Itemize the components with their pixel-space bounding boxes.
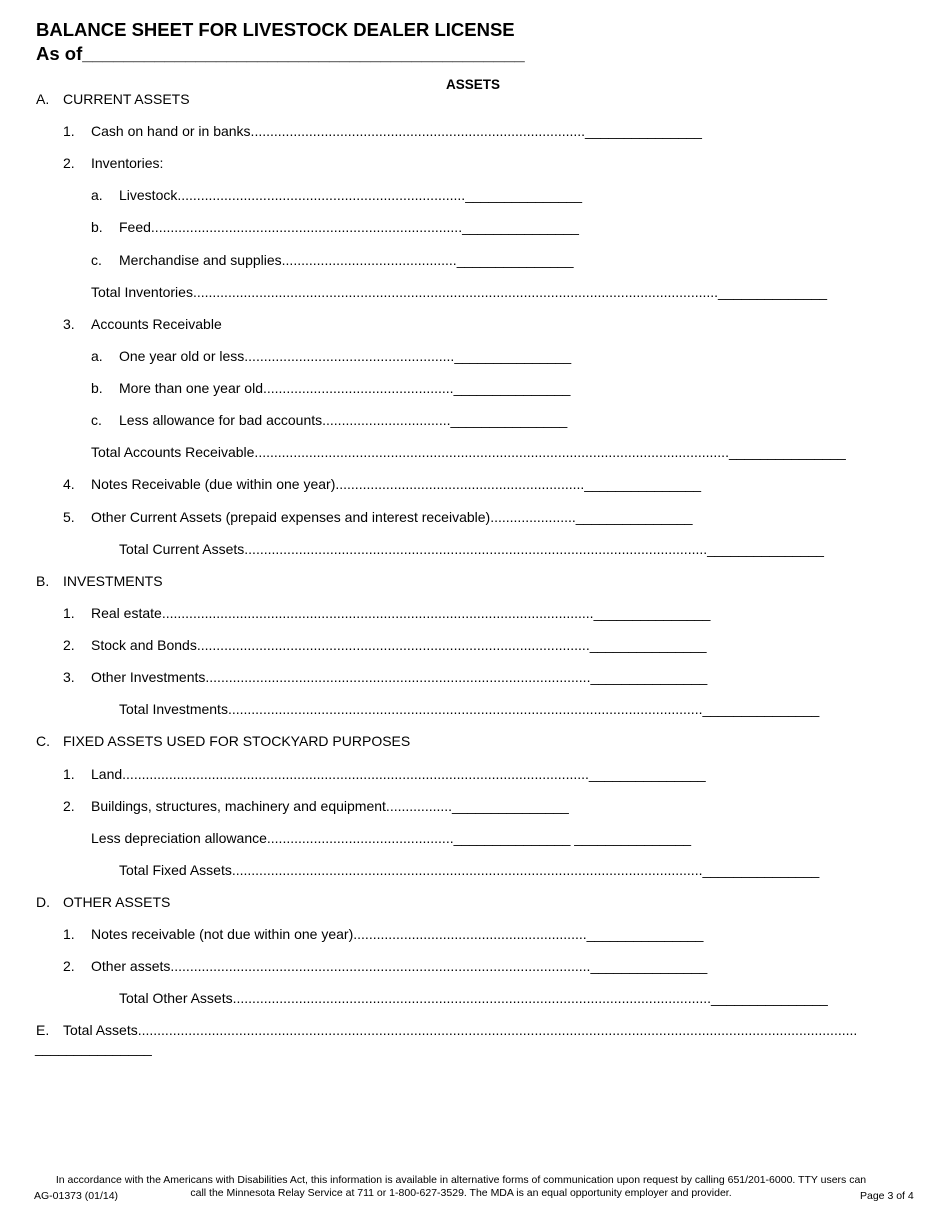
page-title: BALANCE SHEET FOR LIVESTOCK DEALER LICENSE bbox=[36, 19, 515, 40]
section-title-other-assets: OTHER ASSETS bbox=[63, 894, 171, 910]
assets-heading: ASSETS bbox=[446, 77, 501, 92]
item-letter: b. bbox=[91, 219, 103, 235]
section-letter-d: D. bbox=[36, 894, 50, 910]
item-number: 1. bbox=[63, 926, 75, 942]
item-number: 2. bbox=[63, 155, 75, 171]
item-number: 1. bbox=[63, 123, 75, 139]
line-land[interactable]: Land........................................................................................................................_______________ bbox=[91, 766, 706, 782]
line-livestock[interactable]: Livestock.........................................................................._______________ bbox=[119, 187, 582, 203]
ada-notice-line-2: call the Minnesota Relay Service at 711 or 1-800-627-3529. The MDA is an equal opportunity employer and provider. bbox=[190, 1187, 732, 1199]
section-letter-a: A. bbox=[36, 91, 50, 107]
page-number: Page 3 of 4 bbox=[860, 1190, 914, 1202]
item-letter: a. bbox=[91, 348, 103, 364]
item-number: 2. bbox=[63, 798, 75, 814]
item-letter: a. bbox=[91, 187, 103, 203]
line-total-assets[interactable]: Total Assets......................................................................................................................................................................................... bbox=[63, 1022, 858, 1038]
item-letter: c. bbox=[91, 252, 102, 268]
line-real-estate[interactable]: Real estate..............................................................................................................._______________ bbox=[91, 605, 711, 621]
line-buildings-equipment[interactable]: Buildings, structures, machinery and equipment................._______________ bbox=[91, 798, 569, 814]
section-title-current-assets: CURRENT ASSETS bbox=[63, 91, 190, 107]
label-accounts-receivable: Accounts Receivable bbox=[91, 316, 222, 332]
item-letter: c. bbox=[91, 412, 102, 428]
item-number: 3. bbox=[63, 316, 75, 332]
item-letter: b. bbox=[91, 380, 103, 396]
total-assets-blank[interactable]: _______________ bbox=[35, 1040, 152, 1056]
line-total-investments[interactable]: Total Investments.........................................................................................................................._______________ bbox=[119, 701, 820, 717]
line-other-current-assets[interactable]: Other Current Assets (prepaid expenses and interest receivable)......................_______________ bbox=[91, 509, 693, 525]
line-notes-receivable[interactable]: Notes Receivable (due within one year)................................................................_______________ bbox=[91, 476, 702, 492]
line-total-inventories[interactable]: Total Inventories.......................................................................................................................................______________ bbox=[91, 284, 828, 300]
line-one-year-or-less[interactable]: One year old or less......................................................_______________ bbox=[119, 348, 572, 364]
section-title-fixed-assets: FIXED ASSETS USED FOR STOCKYARD PURPOSES bbox=[63, 733, 411, 749]
section-letter-e: E. bbox=[36, 1022, 50, 1038]
item-number: 3. bbox=[63, 669, 75, 685]
item-number: 1. bbox=[63, 605, 75, 621]
line-total-other-assets[interactable]: Total Other Assets..........................................................................................................................._______________ bbox=[119, 990, 828, 1006]
section-letter-b: B. bbox=[36, 573, 50, 589]
line-merchandise-supplies[interactable]: Merchandise and supplies............................................._______________ bbox=[119, 252, 574, 268]
item-number: 1. bbox=[63, 766, 75, 782]
line-cash-on-hand[interactable]: Cash on hand or in banks......................................................................................_______________ bbox=[91, 123, 702, 139]
line-feed[interactable]: Feed................................................................................_______________ bbox=[119, 219, 579, 235]
form-id: AG-01373 (01/14) bbox=[34, 1190, 119, 1202]
item-number: 2. bbox=[63, 637, 75, 653]
line-notes-receivable-long-term[interactable]: Notes receivable (not due within one year)............................................................_______________ bbox=[91, 926, 704, 942]
line-other-assets[interactable]: Other assets............................................................................................................_______________ bbox=[91, 958, 708, 974]
label-inventories: Inventories: bbox=[91, 155, 164, 171]
line-total-accounts-receivable[interactable]: Total Accounts Receivable.........................................................................................................................._______________ bbox=[91, 444, 846, 460]
section-letter-c: C. bbox=[36, 733, 50, 749]
line-other-investments[interactable]: Other Investments..................................................................................................._______________ bbox=[91, 669, 708, 685]
item-number: 4. bbox=[63, 476, 75, 492]
line-less-depreciation[interactable]: Less depreciation allowance................................................_______________ _______________ bbox=[91, 830, 692, 846]
line-total-current-assets[interactable]: Total Current Assets......................................................................................................................._______________ bbox=[119, 541, 824, 557]
line-total-fixed-assets[interactable]: Total Fixed Assets........................................................................................................................._______________ bbox=[119, 862, 820, 878]
item-number: 2. bbox=[63, 958, 75, 974]
line-bad-accounts-allowance[interactable]: Less allowance for bad accounts................................._______________ bbox=[119, 412, 568, 428]
line-more-than-one-year[interactable]: More than one year old................................................._______________ bbox=[119, 380, 571, 396]
as-of-date-field[interactable]: As of___________________________________________ bbox=[36, 43, 525, 64]
section-title-investments: INVESTMENTS bbox=[63, 573, 163, 589]
ada-notice-line-1: In accordance with the Americans with Disabilities Act, this information is available in alternative forms of communication upon request by calling 651/201-6000. TTY users can bbox=[55, 1174, 867, 1186]
line-stock-and-bonds[interactable]: Stock and Bonds....................................................................................................._______________ bbox=[91, 637, 707, 653]
item-number: 5. bbox=[63, 509, 75, 525]
